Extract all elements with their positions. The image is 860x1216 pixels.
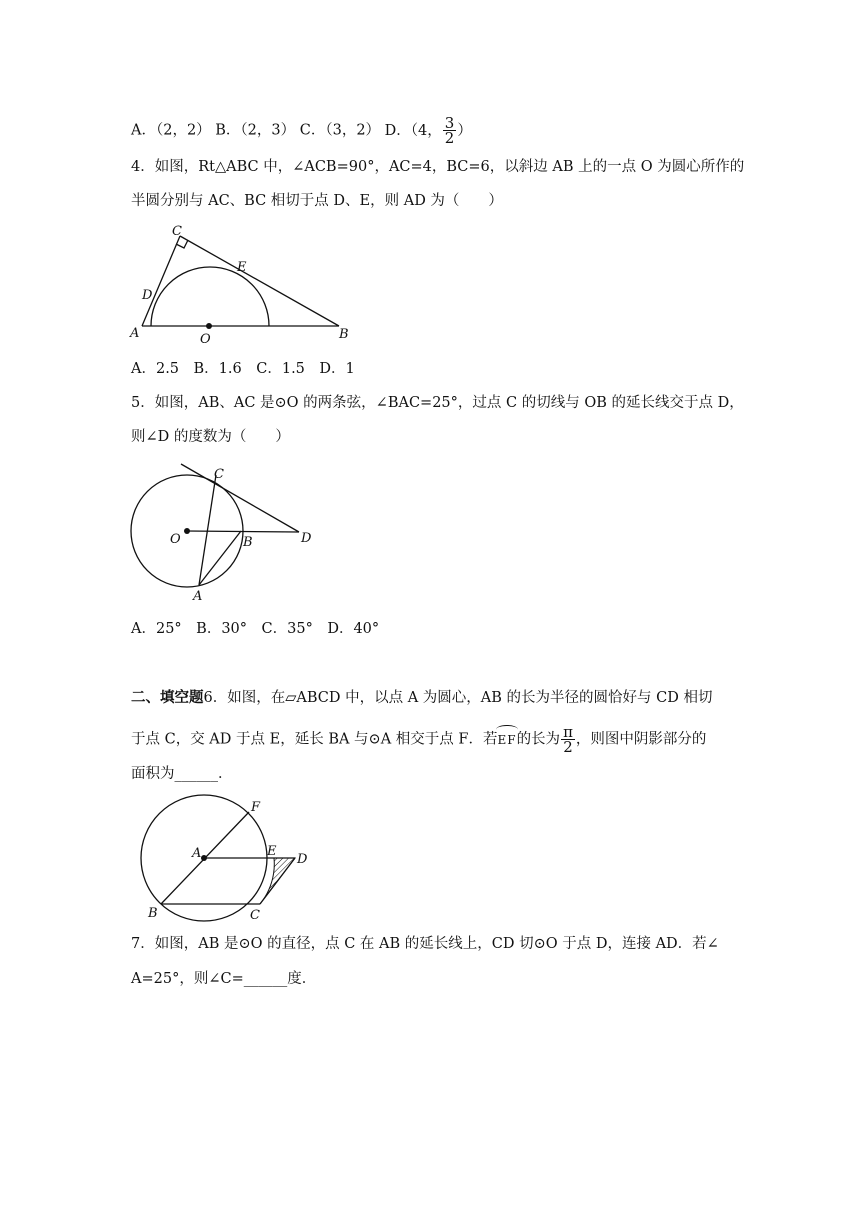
q5-stem-line2: 则∠D 的度数为（ ） (131, 429, 290, 445)
q5-label-c: C (214, 467, 224, 482)
q6-label-e: E (267, 844, 277, 859)
q4-label-a: A (130, 326, 140, 341)
q4-label-d: D (142, 288, 153, 303)
q5-stem-line1: 5．如图，AB、AC 是⊙O 的两条弦，∠BAC=25°，过点 C 的切线与 OB 的延长线交于点 D， (131, 395, 744, 411)
q5-figure (125, 458, 325, 608)
section-2-heading: 二、填空题 (131, 689, 204, 706)
q4-label-c: C (172, 224, 182, 239)
q3-options (131, 116, 472, 145)
q6-fraction-pi-over-2: $\frac{\pi}{2}$ (563, 723, 573, 756)
q5-chord-ac (199, 475, 216, 585)
q5-options: A．25° B．30° C．35° D．40° (131, 621, 380, 637)
q4-label-o: O (200, 332, 211, 347)
q5-line-od (187, 531, 299, 532)
q4-label-e: E (237, 260, 247, 275)
q6-point-a (201, 855, 207, 861)
q5-label-a: A (193, 589, 203, 604)
q7-stem-line2: A=25°，则∠C=______度． (131, 971, 317, 987)
q6-arc-ef: EF (497, 730, 516, 750)
q3-option-a: A．（2，2） (131, 122, 211, 139)
q4-figure (120, 222, 360, 347)
q4-label-b: B (339, 327, 349, 342)
q4-side-cb (180, 236, 339, 326)
q6-stem-line3: 面积为______． (131, 766, 233, 782)
q6-stem-line1: 二、填空题6．如图，在▱ABCD 中，以点 A 为圆心，AB 的长为半径的圆恰好与 CD 相切 (131, 689, 713, 706)
q4-options: A．2.5 B．1.6 C．1.5 D．1 (131, 361, 355, 377)
q3-option-d-fraction: $\frac{3}{2}$ (444, 114, 455, 147)
q6-label-d: D (297, 852, 308, 867)
q4-stem-line2: 半圆分别与 AC、BC 相切于点 D、E，则 AD 为（ ） (131, 193, 503, 209)
q6-figure (140, 797, 320, 922)
q6-stem-line2: 于点 C，交 AD 于点 E，延长 BA 与⊙A 相交于点 F．若EF的长为 $\frac{\pi}{2}$ ，则图中阴影部分的 (131, 723, 707, 756)
q6-label-a: A (192, 846, 202, 861)
q5-label-b: B (243, 535, 253, 550)
q4-stem-line1: 4．如图，Rt△ABC 中，∠ACB=90°，AC=4，BC=6，以斜边 AB 上的一点 O 为圆心所作的 (131, 159, 745, 175)
q6-label-b: B (148, 906, 158, 921)
q5-label-o: O (170, 532, 181, 547)
q6-label-c: C (250, 908, 260, 923)
q3-option-d: D．（4， $\frac{3}{2}$ ） (384, 114, 472, 147)
q4-side-ac (142, 236, 180, 326)
q7-stem-line1: 7．如图，AB 是⊙O 的直径，点 C 在 AB 的延长线上，CD 切⊙O 于点 D，连接 AD．若∠ (131, 936, 719, 952)
q5-label-d: D (301, 531, 312, 546)
q3-option-b: B．（2，3） (215, 122, 296, 139)
q5-point-o (184, 528, 190, 534)
q6-label-f: F (251, 800, 261, 815)
q4-point-o (206, 323, 212, 329)
q5-tangent-line-cd (181, 464, 299, 532)
q3-option-c: C．（3，2） (299, 122, 381, 139)
